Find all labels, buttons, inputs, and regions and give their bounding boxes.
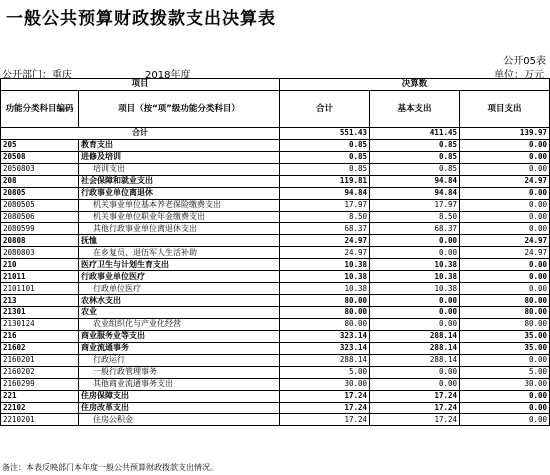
- unit-label: 单位：万元: [494, 70, 544, 81]
- header-code: 功能分类科目编码: [1, 90, 79, 127]
- row-code: 21602: [1, 342, 79, 354]
- table-row: [1, 259, 550, 271]
- row-name: 进修及培训: [79, 151, 280, 163]
- row-name: 住房改革支出: [79, 402, 280, 414]
- row-proj: 0.00: [460, 259, 550, 271]
- department-label: 公开部门：重庆: [2, 70, 72, 81]
- row-name: 在乡复员、退伍军人生活补助: [79, 247, 280, 259]
- row-name: 其他行政事业单位离退休支出: [79, 223, 280, 235]
- row-basic: 94.84: [370, 175, 460, 187]
- row-proj: 0.00: [460, 283, 550, 295]
- table-row: [1, 366, 550, 378]
- row-name: 农林水支出: [79, 295, 280, 307]
- row-code: 2130124: [1, 318, 79, 330]
- row-proj: 0.00: [460, 139, 550, 151]
- row-code: 2080506: [1, 211, 79, 223]
- table-row: [1, 378, 550, 390]
- row-code: 213: [1, 295, 79, 307]
- table-row: [1, 402, 550, 414]
- row-name: 抚恤: [79, 235, 280, 247]
- row-basic: 0.85: [370, 163, 460, 175]
- row-code: 2210201: [1, 414, 79, 426]
- row-total: 94.84: [280, 187, 370, 199]
- header-budget: 决算数: [280, 79, 550, 91]
- row-name: 商业服务业等支出: [79, 330, 280, 342]
- row-proj: 80.00: [460, 318, 550, 330]
- row-basic: 10.38: [370, 283, 460, 295]
- row-proj: 24.97: [460, 175, 550, 187]
- table-row: [1, 247, 550, 259]
- row-basic: 10.38: [370, 271, 460, 283]
- row-name: 机关事业单位基本养老保险缴费支出: [79, 199, 280, 211]
- row-basic: 288.14: [370, 330, 460, 342]
- row-name: 社会保障和就业支出: [79, 175, 280, 187]
- table-row: [1, 414, 550, 426]
- row-total: 68.37: [280, 223, 370, 235]
- row-basic: 0.00: [370, 307, 460, 319]
- row-total: 323.14: [280, 330, 370, 342]
- row-proj: 0.00: [460, 390, 550, 402]
- row-basic: 94.84: [370, 187, 460, 199]
- row-proj: 5.00: [460, 366, 550, 378]
- row-total: 24.97: [280, 247, 370, 259]
- row-total: 288.14: [280, 354, 370, 366]
- row-basic: 288.14: [370, 342, 460, 354]
- row-basic: 0.85: [370, 139, 460, 151]
- row-basic: 17.97: [370, 199, 460, 211]
- row-proj: 80.00: [460, 307, 550, 319]
- row-name: 行政事业单位医疗: [79, 271, 280, 283]
- row-name: 行政事业单位离退休: [79, 187, 280, 199]
- row-total: 0.85: [280, 139, 370, 151]
- fiscal-year: 2018年度: [145, 70, 191, 81]
- row-total: 80.00: [280, 295, 370, 307]
- row-total: 8.50: [280, 211, 370, 223]
- table-row: [1, 318, 550, 330]
- table-row: [1, 199, 550, 211]
- row-basic: 10.38: [370, 259, 460, 271]
- header-basic: 基本支出: [370, 90, 460, 127]
- row-name: 农业组织化与产业化经营: [79, 318, 280, 330]
- row-proj: 24.97: [460, 247, 550, 259]
- row-basic: 17.24: [370, 390, 460, 402]
- row-proj: 0.00: [460, 211, 550, 223]
- row-proj: 0.00: [460, 402, 550, 414]
- row-proj: 30.00: [460, 378, 550, 390]
- row-code: 2160201: [1, 354, 79, 366]
- row-code: 22102: [1, 402, 79, 414]
- row-code: 2080803: [1, 247, 79, 259]
- row-name: 行政单位医疗: [79, 283, 280, 295]
- row-proj: 80.00: [460, 295, 550, 307]
- row-name: 医疗卫生与计划生育支出: [79, 259, 280, 271]
- row-name: 商业流通事务: [79, 342, 280, 354]
- table-row: [1, 271, 550, 283]
- row-name: 一般行政管理事务: [79, 366, 280, 378]
- row-name: 行政运行: [79, 354, 280, 366]
- row-proj: 35.00: [460, 342, 550, 354]
- row-basic: 288.14: [370, 354, 460, 366]
- table-row: [1, 307, 550, 319]
- table-row: [1, 139, 550, 151]
- row-proj: 0.00: [460, 163, 550, 175]
- table-row: [1, 390, 550, 402]
- table-row: [1, 283, 550, 295]
- total-basic: 411.45: [370, 127, 460, 139]
- row-name: 教育支出: [79, 139, 280, 151]
- row-total: 10.38: [280, 271, 370, 283]
- row-basic: 0.00: [370, 318, 460, 330]
- table-code: 公开05表: [503, 56, 546, 67]
- row-total: 119.81: [280, 175, 370, 187]
- table-row: [1, 235, 550, 247]
- table-row: [1, 175, 550, 187]
- row-basic: 0.00: [370, 235, 460, 247]
- row-total: 10.38: [280, 259, 370, 271]
- row-basic: 0.00: [370, 378, 460, 390]
- total-label: 合计: [1, 127, 280, 139]
- table-row: [1, 187, 550, 199]
- table-row: [1, 354, 550, 366]
- row-code: 20808: [1, 235, 79, 247]
- row-code: 2160299: [1, 378, 79, 390]
- row-proj: 0.00: [460, 199, 550, 211]
- row-total: 5.00: [280, 366, 370, 378]
- report-title: 一般公共预算财政拨款支出决算表: [6, 9, 276, 29]
- table-row: [1, 211, 550, 223]
- row-code: 208: [1, 175, 79, 187]
- row-total: 80.00: [280, 307, 370, 319]
- row-total: 17.24: [280, 390, 370, 402]
- row-basic: 0.85: [370, 151, 460, 163]
- row-name: 其他商业流通事务支出: [79, 378, 280, 390]
- row-name: 住房保障支出: [79, 390, 280, 402]
- row-total: 0.85: [280, 163, 370, 175]
- header-total: 合计: [280, 90, 370, 127]
- row-proj: 24.97: [460, 235, 550, 247]
- row-code: 20508: [1, 151, 79, 163]
- header-project: 项目: [1, 79, 280, 91]
- row-total: 30.00: [280, 378, 370, 390]
- row-proj: 0.00: [460, 223, 550, 235]
- table-row: [1, 163, 550, 175]
- row-code: 221: [1, 390, 79, 402]
- row-basic: 17.24: [370, 402, 460, 414]
- total-row: [1, 127, 550, 139]
- row-total: 323.14: [280, 342, 370, 354]
- row-name: 住房公积金: [79, 414, 280, 426]
- row-basic: 17.24: [370, 414, 460, 426]
- footnote: 备注：本表反映部门本年度一般公共预算财政拨款支出情况。: [2, 463, 218, 472]
- row-code: 21301: [1, 307, 79, 319]
- table-row: [1, 151, 550, 163]
- row-total: 17.24: [280, 414, 370, 426]
- row-proj: 0.00: [460, 151, 550, 163]
- total-total: 551.43: [280, 127, 370, 139]
- row-code: 21011: [1, 271, 79, 283]
- header-name: 项目（按“项”级功能分类科目）: [79, 90, 280, 127]
- row-code: 216: [1, 330, 79, 342]
- row-code: 210: [1, 259, 79, 271]
- table-row: [1, 223, 550, 235]
- row-total: 10.38: [280, 283, 370, 295]
- row-proj: 0.00: [460, 354, 550, 366]
- row-basic: 0.00: [370, 366, 460, 378]
- row-code: 20805: [1, 187, 79, 199]
- row-basic: 0.00: [370, 295, 460, 307]
- row-total: 80.00: [280, 318, 370, 330]
- row-proj: 35.00: [460, 330, 550, 342]
- total-proj: 139.97: [460, 127, 550, 139]
- row-code: 205: [1, 139, 79, 151]
- row-basic: 0.00: [370, 247, 460, 259]
- row-total: 17.24: [280, 402, 370, 414]
- row-proj: 0.00: [460, 187, 550, 199]
- row-proj: 0.00: [460, 271, 550, 283]
- row-basic: 8.50: [370, 211, 460, 223]
- row-code: 2080599: [1, 223, 79, 235]
- header-proj: 项目支出: [460, 90, 550, 127]
- row-name: 培训支出: [79, 163, 280, 175]
- row-proj: 0.00: [460, 414, 550, 426]
- row-code: 2160202: [1, 366, 79, 378]
- table-row: [1, 330, 550, 342]
- row-name: 农业: [79, 307, 280, 319]
- report-meta-line: [2, 66, 548, 81]
- row-total: 24.97: [280, 235, 370, 247]
- row-code: 2080505: [1, 199, 79, 211]
- table-row: [1, 342, 550, 354]
- row-code: 2101101: [1, 283, 79, 295]
- row-basic: 68.37: [370, 223, 460, 235]
- row-name: 机关事业单位职业年金缴费支出: [79, 211, 280, 223]
- row-total: 0.85: [280, 151, 370, 163]
- expenditure-table: [0, 78, 550, 426]
- row-code: 2050803: [1, 163, 79, 175]
- row-total: 17.97: [280, 199, 370, 211]
- table-row: [1, 295, 550, 307]
